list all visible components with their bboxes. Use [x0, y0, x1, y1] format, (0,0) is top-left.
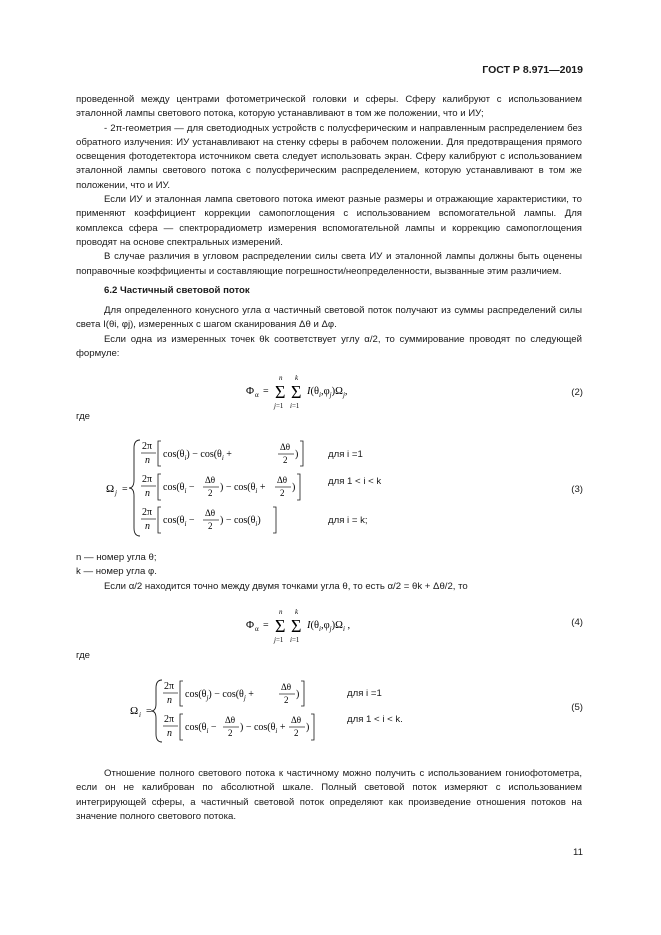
svg-text:n: n [167, 695, 172, 706]
paragraph: Отношение полного светового потока к частичному можно получить с использованием гониофотометра, если он не калиброван по абсолютной шкале. Полный световой поток измеряют с использованием интегрирующей сферы, а частичный световой поток определяют как произведение отношения потоков на значение полного светового потока. [76, 768, 582, 822]
svg-text:j: j [115, 489, 117, 497]
where-label: где [76, 411, 91, 422]
svg-text:2π: 2π [142, 474, 153, 485]
equation-number: (3) [571, 484, 583, 495]
svg-text:I(θi,φj)Ωi ,: $I(\theta_i,\varphi_j)\Omega_i$ , [307, 620, 351, 633]
svg-text:i: i [139, 711, 141, 719]
svg-text:2: 2 [283, 455, 288, 465]
svg-text:2π: 2π [142, 507, 153, 518]
equation-condition: для i = k; [328, 515, 368, 526]
equation-number: (2) [571, 387, 583, 398]
svg-text:n: n [279, 374, 283, 382]
svg-text:n: n [145, 455, 150, 466]
svg-text:Δθ: Δθ [281, 682, 292, 692]
svg-text:Δθ: Δθ [205, 475, 216, 485]
svg-text:Ω: Ω [106, 483, 115, 495]
svg-text:k: k [295, 374, 299, 382]
svg-text:Σ: Σ [291, 616, 302, 636]
equation-condition: для 1 < i < k [328, 476, 382, 487]
svg-text:Δθ: Δθ [291, 715, 302, 725]
svg-text:Φ: Φ [246, 619, 255, 631]
svg-text:Σ: Σ [291, 382, 302, 402]
svg-text:n: n [279, 608, 283, 616]
svg-text:k: k [295, 608, 299, 616]
svg-text:Δθ: Δθ [277, 475, 288, 485]
paragraph: проведенной между центрами фотометрической головки и сферы. Сферу калибруют с использованием эталонной лампы светового потока, которую устанавливают в том же положении, что и ИУ; [76, 94, 582, 120]
equation-number: (5) [571, 702, 583, 713]
definition: k — номер угла φ. [76, 566, 157, 578]
svg-text:=: = [146, 706, 152, 717]
svg-text:Ω: Ω [130, 705, 139, 717]
svg-text:j=1: j=1 [274, 402, 284, 410]
svg-text:n: n [145, 488, 150, 499]
where-label: где [76, 650, 91, 661]
document-header: ГОСТ Р 8.971—2019 [482, 64, 583, 76]
svg-text:cos(θi −: $\cos(\theta_i$ − [163, 482, 195, 495]
paragraph: Если α/2 находится точно между двумя точками угла θ, то есть α/2 = θk + Δθ/2, то [104, 580, 468, 592]
text-block-defs [76, 551, 582, 594]
svg-text:2: 2 [208, 488, 213, 498]
definition: n — номер угла θ; [76, 552, 157, 563]
page-number: 11 [573, 847, 583, 858]
svg-text:Δθ: Δθ [225, 715, 236, 725]
svg-text:Σ: Σ [275, 382, 286, 402]
svg-text:) − cos(θi +: ) − $\cos(\theta_i$ + [240, 722, 286, 735]
svg-text:i=1: i=1 [290, 636, 300, 644]
svg-text:2: 2 [228, 728, 233, 738]
svg-text:I(θi,φj)Ωj,: $I(\theta_i,\varphi_j)\Omega_j$, [307, 386, 348, 399]
svg-text:): ) [295, 449, 299, 460]
text-block-section [76, 304, 582, 361]
equation-condition: для 1 < i < k. [347, 714, 403, 725]
svg-text:i=1: i=1 [290, 402, 300, 410]
svg-text:Σ: Σ [275, 616, 286, 636]
paragraph: - 2π-геометрия — для светодиодных устройств с полусферическим и направленным распределением без обратного излучения: ИУ устанавливают на стенку сферы в рабочем положении. Для предотвращения прямого освещения фотодетектора источником света следует использовать экран. Сферу калибруют с использованием эталонной лампы светового потока с полусферическим распределением, которую устанавливают в том же положении, что и ИУ. [76, 122, 582, 191]
svg-text:α: α [255, 391, 259, 399]
equation-condition: для i =1 [347, 688, 382, 699]
text-block-top [76, 93, 582, 279]
svg-text:2: 2 [284, 695, 289, 705]
svg-text:2π: 2π [164, 714, 175, 725]
equation-5 [124, 676, 324, 746]
svg-text:Δθ: Δθ [280, 442, 291, 452]
equation-3 [100, 436, 310, 540]
svg-text:) − cos(θi): ) − $\cos(\theta_i)$ [220, 515, 261, 528]
svg-text:cos(θi) − cos(θi +: $\cos(\theta_i) - \cos(\theta_i$ + [163, 449, 232, 462]
svg-text:cos(θj) − cos(θj +: $\cos(\theta_j) - \cos(\theta_j$ + [185, 689, 254, 702]
paragraph: Если одна из измеренных точек θk соответствует углу α/2, то суммирование проводят по следующей формуле: [76, 333, 582, 359]
equation-2 [240, 370, 380, 410]
svg-text:=: = [122, 484, 128, 495]
svg-text:α: α [255, 625, 259, 633]
paragraph: Для определенного конусного угла α частичный световой поток получают из суммы распределений силы света I(θi, φj), измеренных с шагом сканирования Δθ и Δφ. [76, 305, 582, 331]
svg-text:2: 2 [280, 488, 285, 498]
svg-text:): ) [296, 689, 300, 700]
equation-4 [240, 604, 380, 644]
svg-text:): ) [306, 722, 310, 733]
svg-text:2: 2 [208, 521, 213, 531]
svg-text:2π: 2π [142, 441, 153, 452]
svg-text:cos(θi −: $\cos(\theta_i$ − [185, 722, 217, 735]
text-block-bottom [76, 767, 582, 824]
svg-text:=: = [263, 386, 269, 397]
svg-text:n: n [145, 521, 150, 532]
section-title: 6.2 Частичный световой поток [104, 285, 250, 296]
svg-text:j=1: j=1 [274, 636, 284, 644]
equation-condition: для i =1 [328, 449, 363, 460]
svg-text:): ) [292, 482, 296, 493]
svg-text:n: n [167, 728, 172, 739]
svg-text:cos(θi −: $\cos(\theta_i$ − [163, 515, 195, 528]
svg-text:Φ: Φ [246, 385, 255, 397]
svg-text:=: = [263, 620, 269, 631]
svg-text:Δθ: Δθ [205, 508, 216, 518]
svg-text:2: 2 [294, 728, 299, 738]
svg-text:) − cos(θi +: ) − $\cos(\theta_i$ + [220, 482, 266, 495]
paragraph: В случае различия в угловом распределении силы света ИУ и эталонной лампы должны быть оценены поправочные коэффициенты и составляющие погрешности/неопределенности, вызванные этим различием. [76, 251, 582, 277]
svg-text:2π: 2π [164, 681, 175, 692]
equation-number: (4) [571, 617, 583, 628]
paragraph: Если ИУ и эталонная лампа светового потока имеют разные размеры и отражающие характеристики, то применяют коэффициент коррекции самопоглощения с использованием вспомогательной лампы. Для комплекса сфера — спектрорадиометр измерения вспомогательной лампы и коррекцию самопоглощения проводят на основе спектральных измерений. [76, 194, 582, 248]
